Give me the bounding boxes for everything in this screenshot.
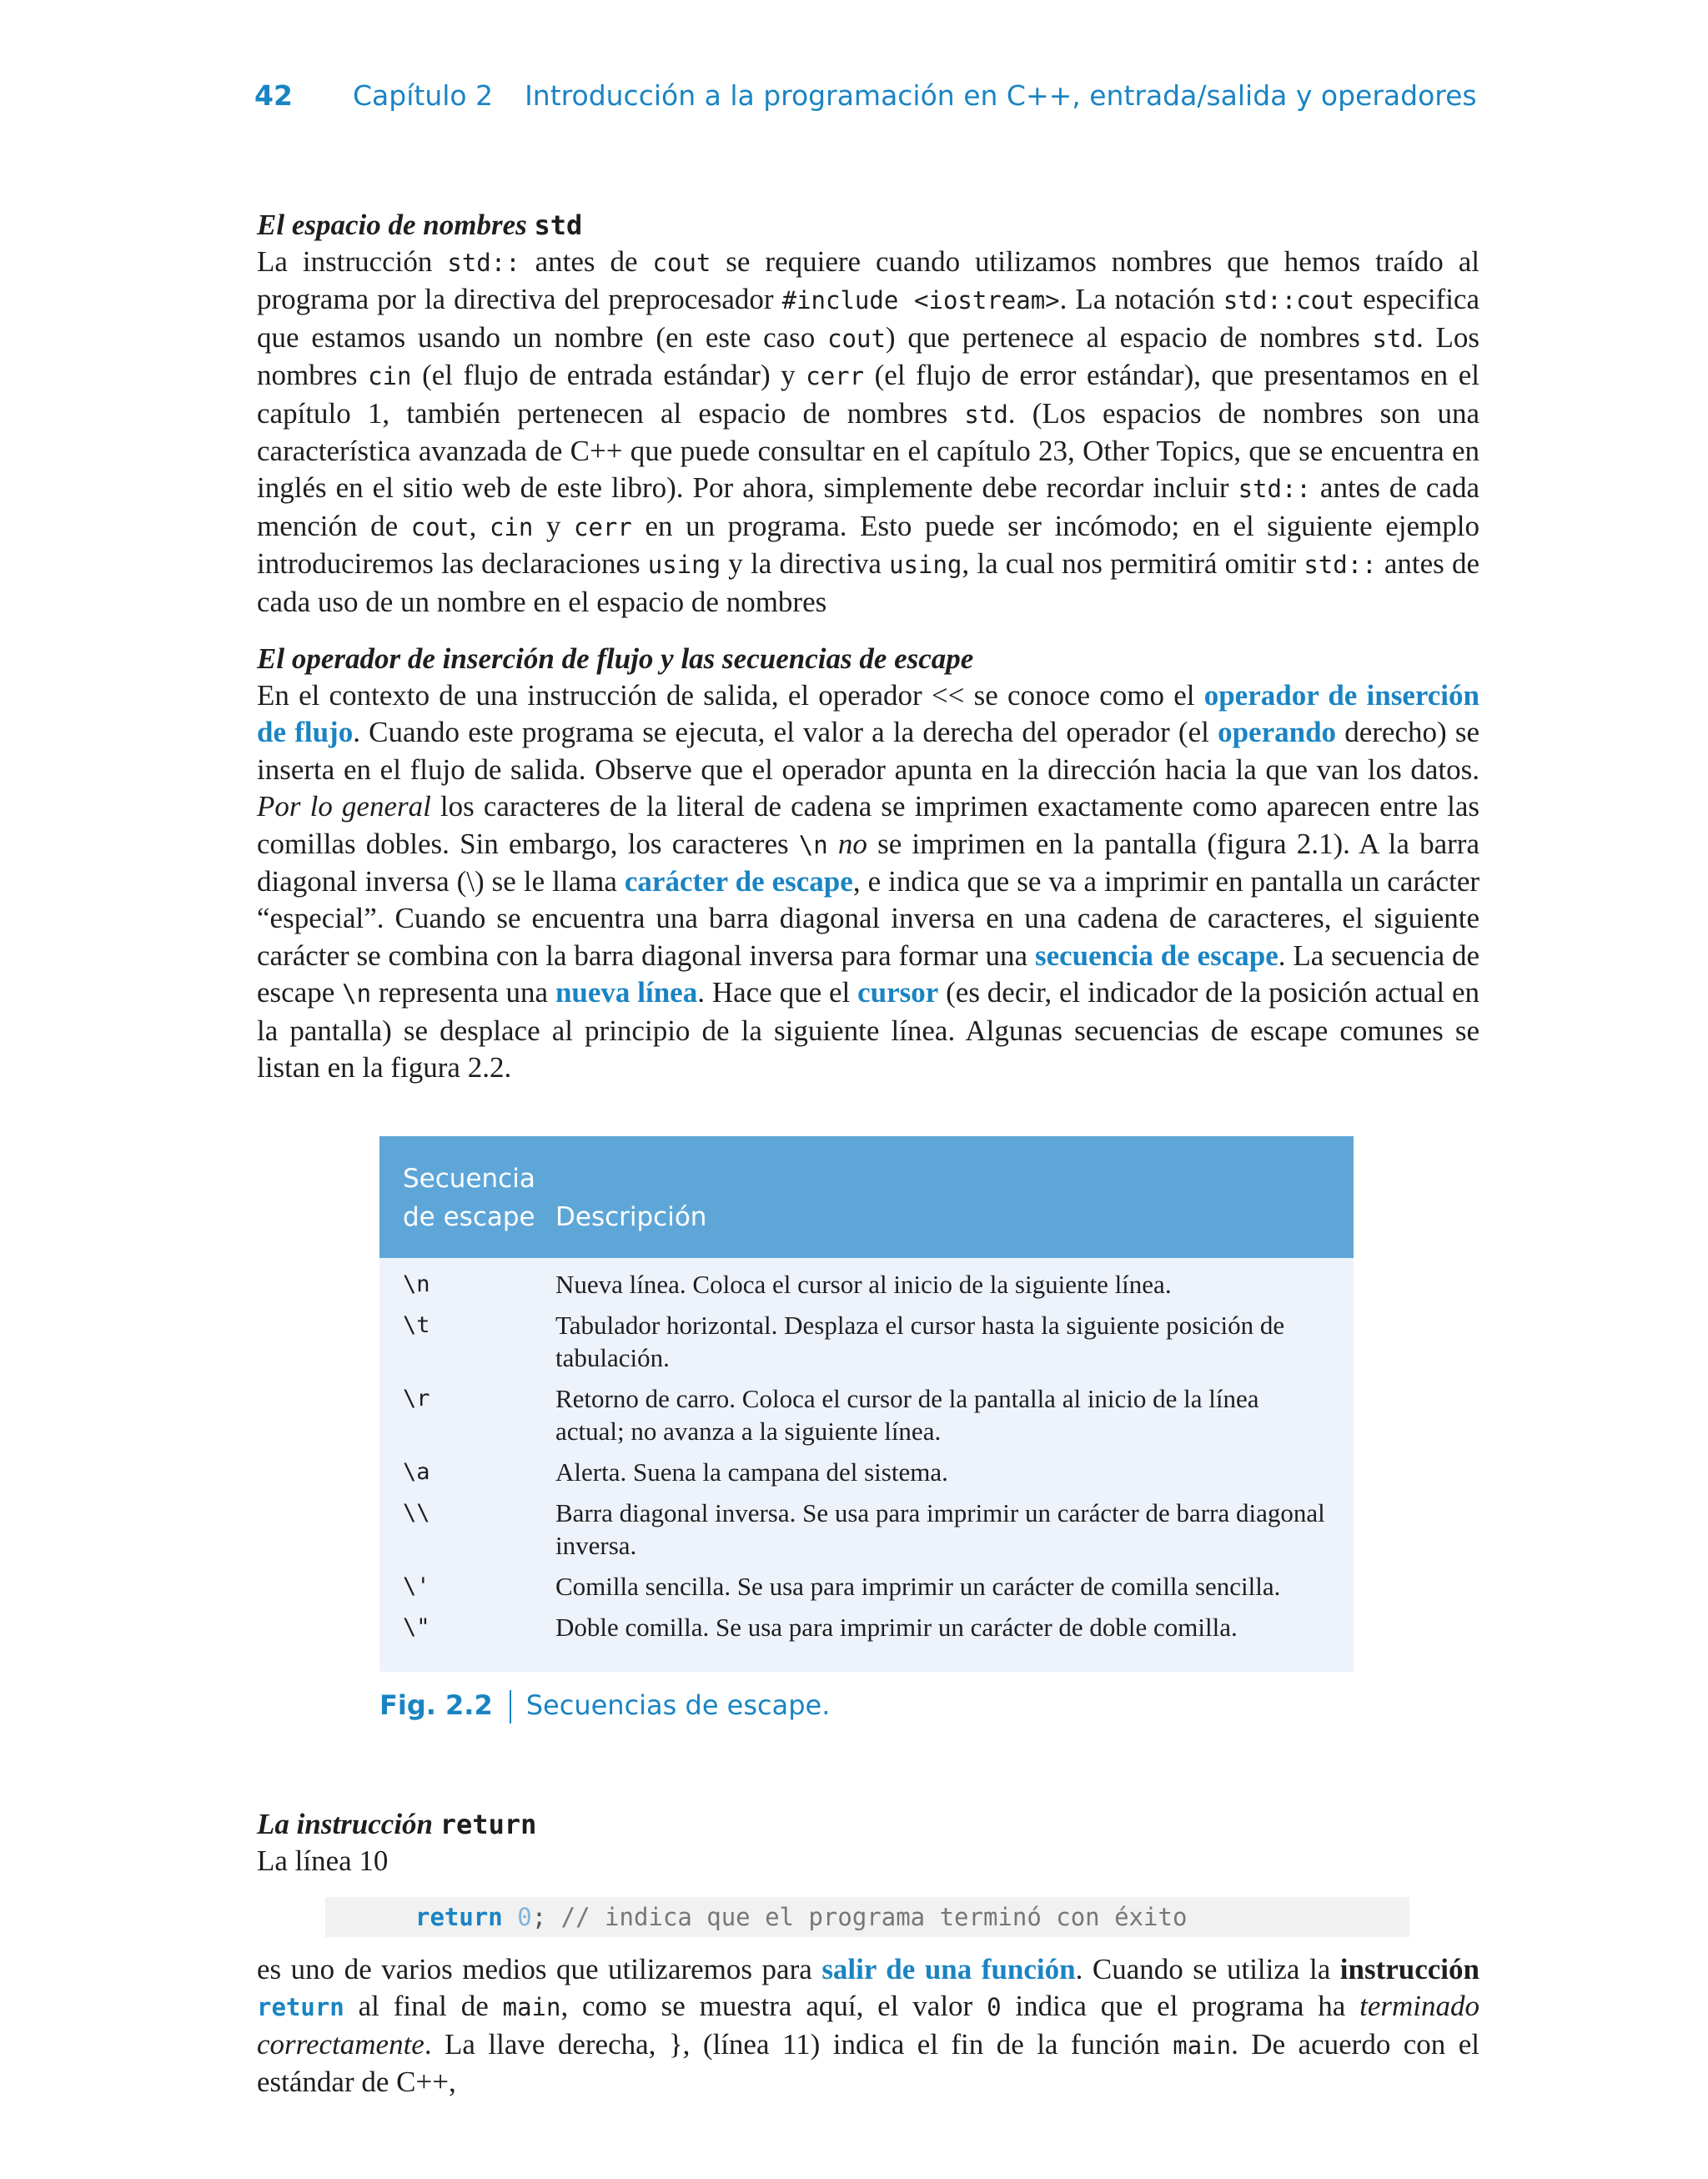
code-number: 0 bbox=[517, 1903, 532, 1931]
section-heading: El operador de inserción de flujo y las secuencias de escape bbox=[257, 642, 974, 675]
term-link: salir de una función bbox=[821, 1953, 1076, 1985]
term-link: operador de inserción de flujo bbox=[257, 679, 1479, 749]
column-header-description: Descripción bbox=[555, 1202, 707, 1232]
section-insertion-operator bbox=[257, 641, 1479, 1086]
section-std-namespace bbox=[257, 207, 1479, 621]
paragraph: En el contexto de una instrucción de salida, el operador << se conoce como el operador de inserción de flujo. Cuando este programa se ejecuta, el valor a la derecha del operador (el operando derecho) se inserta en el flujo de salida. Observe que el operador apunta en la dirección hacia la que van los datos. Por lo general los caracteres de la literal de cadena se imprimen exactamente como aparecen entre las comillas dobles. Sin embargo, los caracteres \n no se imprimen en la pantalla (figura 2.1). A la barra diagonal inversa (\) se le llama carácter de escape, e indica que se va a imprimir en pantalla un carácter “especial”. Cuando se encuentra una barra diagonal inversa en una cadena de caracteres, el siguiente carácter se combina con la barra diagonal inversa para formar una secuencia de escape. La secuencia de escape \n representa una nueva línea. Hace que el cursor (es decir, el indicador de la posición actual en la pantalla) se desplace al principio de la siguiente línea. Algunas secuencias de escape comunes se listan en la figura 2.2. bbox=[257, 679, 1480, 1084]
paragraph: es uno de varios medios que utilizaremos para salir de una función. Cuando se utiliza la instrucción return al final de main, como se muestra aquí, el valor 0 indica que el programa ha terminado correctamente. La llave derecha, }, (línea 11) indica el fin de la función main. De acuerdo con el estándar de C++, bbox=[257, 1953, 1480, 2099]
table-row: \t Tabulador horizontal. Desplaza el cursor hasta la siguiente posición de tabulación. bbox=[403, 1311, 1285, 1372]
term-link: secuencia de escape bbox=[1034, 939, 1278, 972]
table-row: \n Nueva línea. Coloca el cursor al inicio de la siguiente línea. bbox=[403, 1270, 1172, 1299]
section-return-body bbox=[257, 1951, 1479, 2101]
figure-label: Fig. 2.2 bbox=[379, 1689, 493, 1721]
code-keyword: return bbox=[415, 1903, 503, 1931]
figure-title: Secuencias de escape. bbox=[525, 1689, 831, 1721]
section-heading: La instrucción return bbox=[257, 1808, 537, 1840]
table-body bbox=[379, 1258, 1354, 1643]
escape-sequence-table bbox=[379, 1136, 1354, 1672]
page-number: 42 bbox=[254, 79, 293, 112]
section-heading: El espacio de nombres std bbox=[257, 209, 583, 241]
term-link: nueva línea bbox=[555, 976, 698, 1009]
chapter-title: Introducción a la programación en C++, entrada/salida y operadores bbox=[525, 79, 1477, 112]
code-block bbox=[325, 1897, 1409, 1937]
table-row: \" Doble comilla. Se usa para imprimir un carácter de doble comilla. bbox=[403, 1613, 1238, 1642]
code-semicolon: ; bbox=[531, 1903, 547, 1931]
table-row: \r Retorno de carro. Coloca el cursor de la pantalla al inicio de la línea actual; no avanza a la siguiente línea. bbox=[403, 1384, 1259, 1446]
table-row: \\ Barra diagonal inversa. Se usa para imprimir un carácter de barra diagonal inversa. bbox=[403, 1498, 1325, 1560]
term-link: carácter de escape bbox=[624, 865, 853, 898]
table-header bbox=[379, 1136, 1354, 1258]
table-row: \a Alerta. Suena la campana del sistema. bbox=[403, 1457, 948, 1487]
section-return-statement bbox=[257, 1806, 1479, 1880]
column-header-sequence: Secuencia de escape bbox=[403, 1164, 535, 1232]
paragraph: La instrucción std:: antes de cout se requiere cuando utilizamos nombres que hemos traído al programa por la directiva del preprocesador #include <iostream>. La notación std::cout especifica que estamos usando un nombre (en este caso cout) que pertenece al espacio de nombres std. Los nombres cin (el flujo de entrada estándar) y cerr (el flujo de error estándar), que presentamos en el capítulo 1, también pertenecen al espacio de nombres std. (Los espacios de nombres son una característica avanzada de C++ que puede consultar en el capítulo 23, Other Topics, que se encuentra en inglés en el sitio web de este libro). Por ahora, simplemente debe recordar incluir std:: antes de cada mención de cout, cin y cerr en un programa. Esto puede ser incómodo; en el siguiente ejemplo introduciremos las declaraciones using y la directiva using, la cual nos permitirá omitir std:: antes de cada uso de un nombre en el espacio de nombres bbox=[257, 245, 1480, 618]
figure-caption bbox=[379, 1689, 830, 1724]
term-link: cursor bbox=[857, 976, 939, 1009]
chapter-label: Capítulo 2 bbox=[353, 79, 494, 112]
table-row: \' Comilla sencilla. Se usa para imprimir un carácter de comilla sencilla. bbox=[403, 1572, 1281, 1601]
paragraph: La línea 10 bbox=[257, 1844, 389, 1877]
running-header bbox=[254, 79, 1477, 112]
caption-divider bbox=[510, 1690, 511, 1724]
code-comment: // indica que el programa terminó con éxito bbox=[560, 1903, 1188, 1931]
term-link: operando bbox=[1218, 716, 1337, 749]
